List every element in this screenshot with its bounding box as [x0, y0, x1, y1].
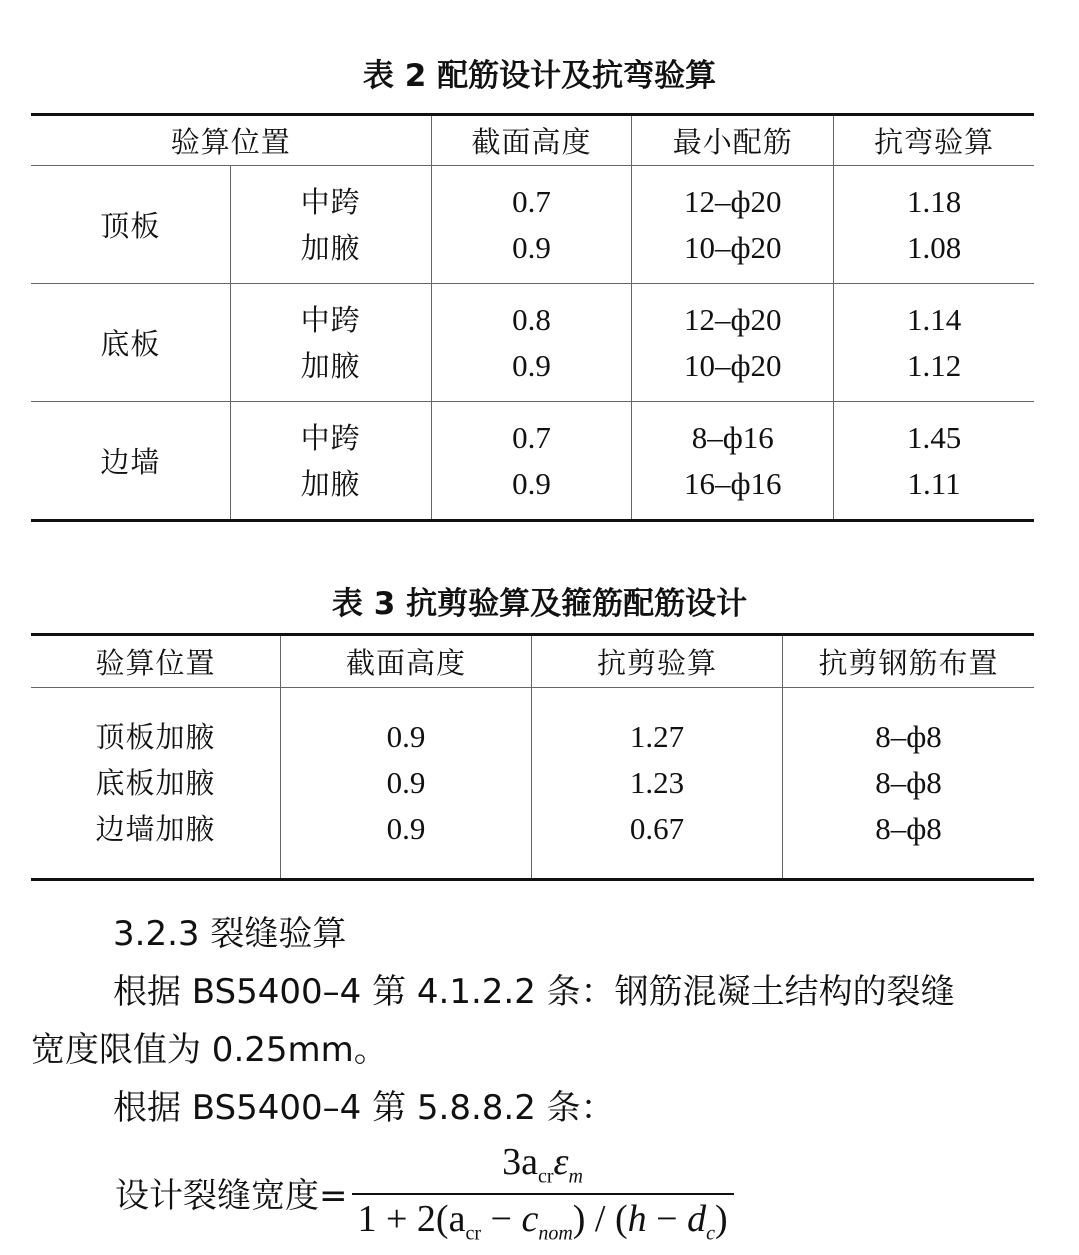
paragraph-line: 根据 BS5400–4 第 5.8.8.2 条：	[113, 1088, 615, 1128]
row-part: 加腋	[300, 466, 361, 501]
row-location: 底板加腋	[95, 766, 216, 800]
table2-header-location: 验算位置	[31, 115, 431, 166]
row-height: 0.8	[512, 301, 551, 337]
table2-header-row	[31, 115, 1034, 166]
row-rebar: 10–ф20	[683, 347, 782, 383]
table2-header-rebar: 最小配筋	[632, 115, 834, 166]
table3-header-height: 截面高度	[281, 635, 532, 688]
table-row	[31, 284, 1034, 402]
row-check: 1.23	[629, 765, 685, 800]
row-height: 0.9	[512, 229, 551, 265]
table2-header-height: 截面高度	[431, 115, 632, 166]
formula-denominator: $1 + 2(a_{cr} - c_{nom}) / (h - d_c)$	[352, 1193, 734, 1246]
table3-caption: 表 3 抗剪验算及箍筋配筋设计	[331, 586, 748, 622]
table2-caption: 表 2 配筋设计及抗弯验算	[362, 58, 717, 94]
section-heading: 3.2.3 裂缝验算	[113, 914, 347, 954]
row-rebar: 8–ф8	[875, 765, 942, 800]
paragraph-line: 宽度限值为 0.25mm。	[31, 1030, 388, 1070]
row-check: 1.08	[906, 229, 962, 265]
table2	[31, 113, 1034, 522]
formula-fraction	[352, 1140, 734, 1245]
row-height: 0.9	[386, 719, 426, 754]
row-check: 1.11	[907, 465, 961, 501]
table3-header-row	[31, 635, 1034, 688]
row-part: 中跨	[300, 302, 361, 337]
row-rebar: 16–ф16	[683, 465, 782, 501]
table-row	[31, 688, 1034, 880]
row-location: 边墙加腋	[95, 812, 216, 846]
row-check: 1.14	[906, 301, 962, 337]
row-height: 0.7	[512, 183, 551, 219]
table3-header-location: 验算位置	[31, 635, 281, 688]
paragraph-line: 根据 BS5400–4 第 4.1.2.2 条：钢筋混凝土结构的裂缝	[113, 972, 955, 1012]
formula-numerator: $3a_{cr}\varepsilon_m$	[502, 1141, 583, 1188]
table-row	[31, 166, 1034, 284]
row-part: 中跨	[300, 184, 361, 219]
row-location: 边墙	[100, 445, 161, 479]
row-part: 加腋	[300, 348, 361, 383]
row-part: 加腋	[300, 230, 361, 265]
row-rebar: 8–ф16	[691, 419, 774, 455]
row-check: 1.45	[906, 419, 962, 455]
row-rebar: 10–ф20	[683, 229, 782, 265]
row-height: 0.9	[386, 765, 426, 800]
row-location: 顶板加腋	[95, 720, 216, 754]
table2-header-check: 抗弯验算	[834, 115, 1034, 166]
row-check: 1.12	[906, 347, 962, 383]
row-rebar: 12–ф20	[683, 183, 782, 219]
table-row	[31, 402, 1034, 521]
row-rebar: 8–ф8	[875, 719, 942, 754]
row-height: 0.9	[512, 347, 551, 383]
row-location: 底板	[31, 284, 230, 402]
row-height: 0.9	[386, 811, 426, 846]
row-rebar: 12–ф20	[683, 301, 782, 337]
crack-width-formula	[115, 1140, 734, 1245]
row-location: 顶板	[31, 166, 230, 284]
table3-header-check: 抗剪验算	[532, 635, 783, 688]
row-height: 0.9	[512, 465, 551, 501]
row-rebar: 8–ф8	[875, 811, 942, 846]
row-height: 0.7	[512, 419, 551, 455]
row-check: 1.18	[906, 183, 962, 219]
row-part: 中跨	[300, 420, 361, 455]
formula-label: 设计裂缝宽度=	[115, 1176, 348, 1217]
table3-header-rebar: 抗剪钢筋布置	[783, 635, 1035, 688]
table3	[31, 633, 1034, 881]
row-check: 1.27	[629, 719, 685, 754]
row-check: 0.67	[629, 811, 685, 846]
